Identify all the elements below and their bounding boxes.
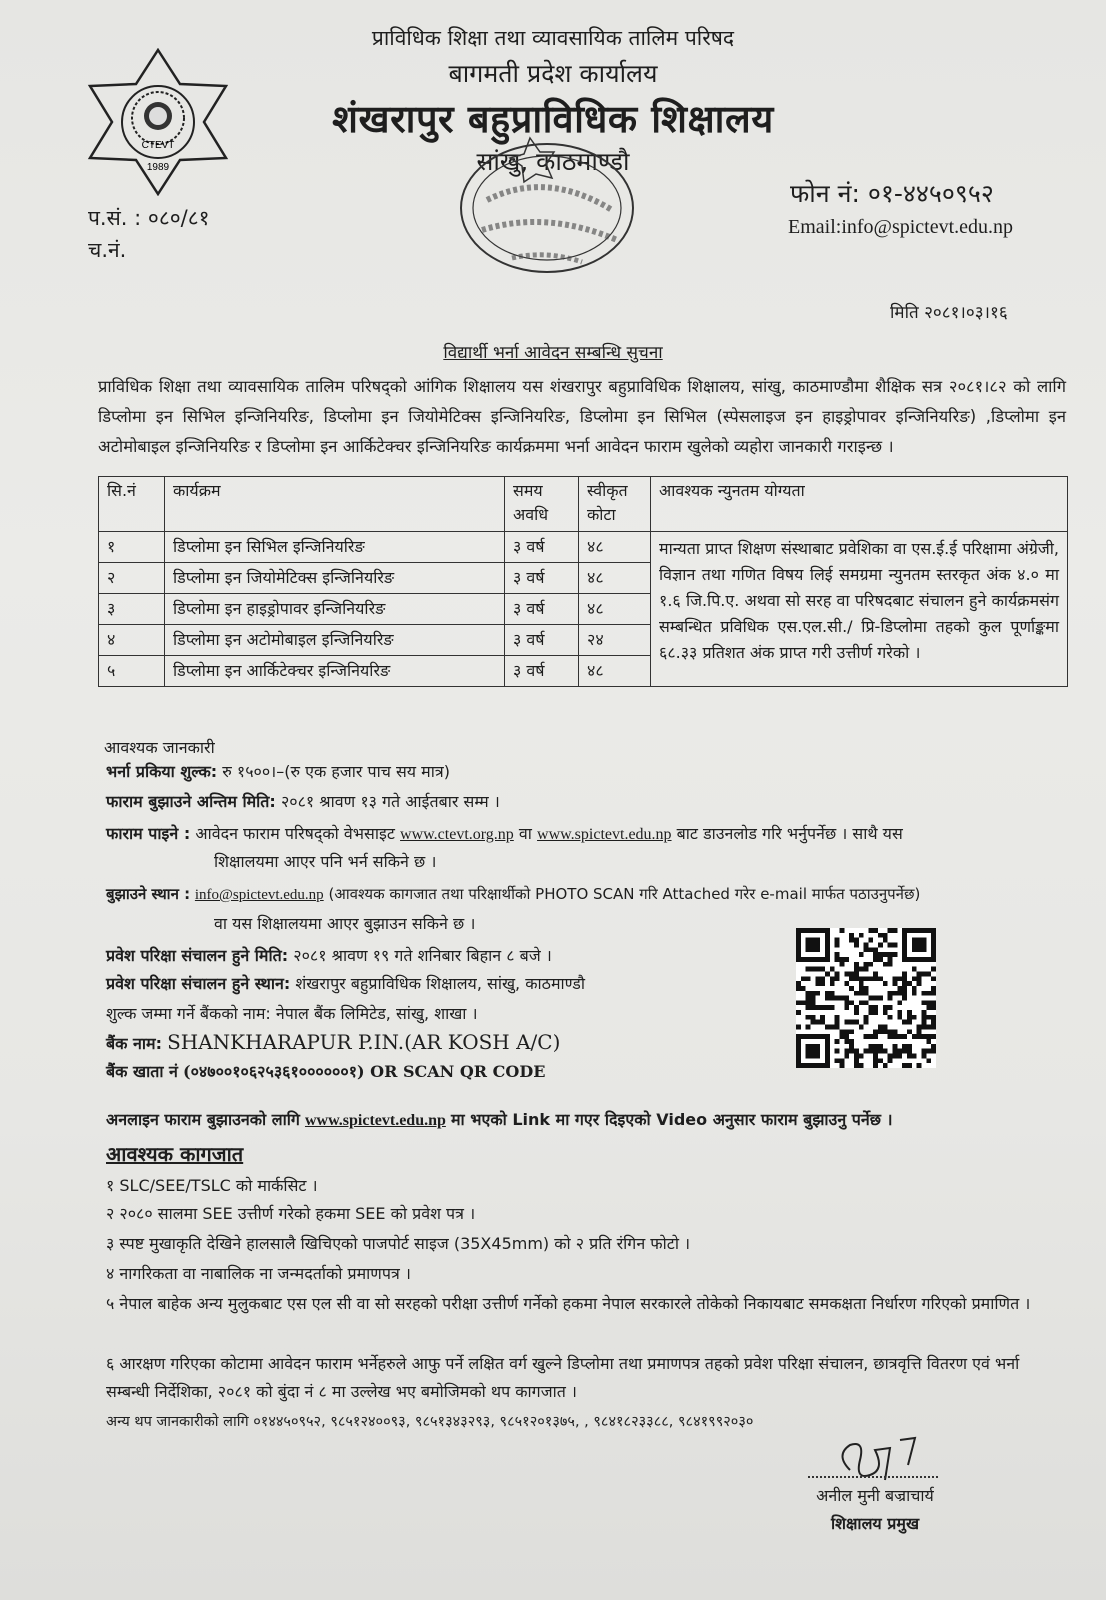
email-address: Email:info@spictevt.edu.np — [788, 216, 1014, 238]
row-duration: ३ वर्ष — [505, 532, 579, 563]
payment-qr-code[interactable] — [796, 928, 936, 1068]
deadline-line — [106, 790, 500, 812]
header-program: कार्यक्रम — [165, 477, 505, 532]
ctevt-website-link[interactable]: www.ctevt.org.np — [400, 826, 514, 843]
row-quota: ४८ — [579, 532, 651, 563]
table-row — [99, 532, 1068, 563]
notice-intro: प्राविधिक शिक्षा तथा व्यावसायिक तालिम परिषद्को आंगिक शिक्षालय यस शंखरापुर बहुप्राविधिक शिक्षालय, सांखु, काठमाण्डौमा शैक्षिक सत्र २०८१।८२ को लागि डिप्लोमा इन सिभिल इन्जिनियरिङ, डिप्लोमा इन जियोमेटिक्स इन्जिनियरिङ, डिप्लोमा इन सिभिल (स्पेसलाइज इन हाइड्रोपावर इन्जिनियरिङ) ,डिप्लोमा इन अटोमोबाइल इन्जिनियरिङ र डिप्लोमा इन आर्किटेक्चर इन्जिनियरिङ कार्यक्रममा भर्ना आवेदन फाराम खुलेको व्यहोरा जानकारी गराइन्छ । — [98, 377, 1066, 456]
form-text-b: वा — [518, 824, 532, 843]
row-program: डिप्लोमा इन आर्किटेक्चर इन्जिनियरिङ — [165, 656, 505, 687]
spictevt-website-link[interactable]: www.spictevt.edu.np — [537, 826, 672, 843]
form-text-a: आवेदन फाराम परिषद्को वेभसाइट — [195, 824, 395, 843]
council-name: प्राविधिक शिक्षा तथा व्यावसायिक तालिम परिषद — [371, 26, 735, 50]
reference-number: प.सं. : ०८०/८१ — [88, 206, 210, 230]
logo-year: 1989 — [146, 162, 170, 173]
signature-scribble — [830, 1420, 930, 1490]
form-text-d: शिक्षालयमा आएर पनि भर्न सकिने छ । — [214, 852, 437, 871]
exam-place-label: प्रवेश परिक्षा संचालन हुने स्थान: — [106, 974, 291, 993]
row-duration: ३ वर्ष — [505, 656, 579, 687]
notice-date: मिति २०८१।०३।१६ — [890, 303, 1008, 323]
logo-text: CTEVT — [141, 140, 175, 151]
header-qualification: आवश्यक न्युनतम योग्यता — [651, 477, 1068, 532]
document-item: १ SLC/SEE/TSLC को मार्कसिट । — [106, 1176, 318, 1195]
document-item: ६ आरक्षण गरिएका कोटामा आवेदन फाराम भर्नेहरुले आफु पर्ने लक्षित वर्ग खुल्ने डिप्लोमा तथा प्रमाणपत्र तहको प्रवेश परिक्षा संचालन, छात्रवृत्ति वितरण एवं भर्ना सम्बन्धी निर्देशिका, २०८१ को बुंदा नं ८ मा उल्लेख भए बमोजिमको थप कागजात । — [106, 1354, 1020, 1401]
form-text-c: बाट डाउनलोड गरि भर्नुपर्नेछ । साथै यस — [676, 824, 903, 843]
row-program: डिप्लोमा इन सिभिल इन्जिनियरिङ — [165, 532, 505, 563]
fee-value: रु १५००।–(रु एक हजार पाच सय मात्र) — [222, 762, 450, 781]
form-label: फाराम पाइने : — [106, 824, 191, 843]
info-title: आवश्यक जानकारी — [104, 738, 215, 757]
account-name-value: SHANKHARAPUR P.IN.(AR KOSH A/C) — [167, 1030, 561, 1054]
submit-line — [106, 884, 920, 904]
row-duration: ३ वर्ष — [505, 625, 579, 656]
row-duration: ३ वर्ष — [505, 594, 579, 625]
row-duration: ३ वर्ष — [505, 563, 579, 594]
header-quota: स्वीकृत कोटा — [579, 477, 651, 532]
contact-numbers: अन्य थप जानकारीको लागि ०१४४५०९५२, ९८५१२४००९३, ९८५१३४३२९३, ९८५१२०१३७५, , ९८४१८२३३८८, ९८४१९९२०३० — [106, 1414, 754, 1430]
row-quota: ४८ — [579, 594, 651, 625]
account-no-value: (०४७००१०६२५३६१००००००१) OR SCAN QR CODE — [183, 1062, 546, 1081]
exam-date-line — [106, 944, 552, 966]
document-item: २ २०८० सालमा SEE उत्तीर्ण गरेको हकमा SEE को प्रवेश पत्र । — [106, 1204, 476, 1223]
documents-title: आवश्यक कागजात — [106, 1142, 244, 1166]
institution-address: सांखु, काठमाण्डौ — [476, 147, 630, 176]
online-text-b: मा भएको Link मा गएर दिइएको Video अनुसार फाराम बुझाउनु पर्नेछ । — [450, 1110, 893, 1129]
fee-line — [106, 760, 450, 782]
signatory-name: अनील मुनी बज्राचार्य — [816, 1486, 934, 1505]
qualification-text: मान्यता प्राप्त शिक्षण संस्थाबाट प्रवेशिका वा एस.ई.ई परिक्षामा अंग्रेजी, विज्ञान तथा गणित विषय लिई समग्रमा न्युनतम स्तरकृत अंक ४.० मा १.६ जि.पि.ए. अथवा सो सरह वा परिषदबाट संचालन हुने कार्यक्रमसंग सम्बन्धित प्रविधिक एस.एल.सी./ प्रि-डिप्लोमा तहको कुल पूर्णाङ्कमा ६८.३३ प्रतिशत अंक प्राप्त गरी उत्तीर्ण गरेको । — [651, 532, 1068, 687]
row-sn: २ — [99, 563, 165, 594]
exam-date-value: २०८१ श्रावण १९ गते शनिबार बिहान ८ बजे । — [293, 946, 552, 965]
table-header-row — [99, 477, 1068, 532]
deadline-label: फाराम बुझाउने अन्तिम मिति: — [106, 792, 276, 811]
online-line — [106, 1108, 893, 1130]
online-form-link[interactable]: www.spictevt.edu.np — [304, 1112, 446, 1129]
form-line — [106, 822, 903, 844]
program-table — [98, 476, 1068, 687]
institution-name: शंखरापुर बहुप्राविधिक शिक्षालय — [332, 97, 774, 141]
account-name-line — [106, 1030, 560, 1054]
submit-email-link[interactable]: info@spictevt.edu.np — [194, 887, 324, 903]
submit-text-a: (आवश्यक कागजात तथा परिक्षार्थीको PHOTO SCAN गरि Attached गरेर e-mail मार्फत पठाउनुपर्नेछ) — [328, 885, 921, 903]
signatory-title: शिक्षालय प्रमुख — [830, 1514, 920, 1533]
signature-line — [808, 1476, 938, 1478]
exam-place-value: शंखरापुर बहुप्राविधिक शिक्षालय, सांखु, काठमाण्डौ — [295, 974, 585, 993]
exam-date-label: प्रवेश परिक्षा संचालन हुने मिति: — [106, 946, 289, 965]
row-sn: १ — [99, 532, 165, 563]
document-item: ४ नागरिकता वा नाबालिक ना जन्मदर्ताको प्रमाणपत्र । — [106, 1264, 411, 1283]
provincial-office: बागमती प्रदेश कार्यालय — [448, 59, 658, 88]
row-quota: ४८ — [579, 563, 651, 594]
document-item: ५ नेपाल बाहेक अन्य मुलुकबाट एस एल सी वा सो सरहको परीक्षा उत्तीर्ण गर्नेको हकमा नेपाल सरकारले तोकेको निकायबाट समकक्षता निर्धारण गरिएको प्रमाणित । — [106, 1294, 1031, 1313]
letter-number: च.नं. — [88, 238, 127, 262]
bank-line — [106, 1002, 478, 1024]
bank-label: शुल्क जम्मा गर्ने बैंकको नाम: — [106, 1004, 271, 1023]
header-sn: सि.नं — [99, 477, 165, 532]
online-text-a: अनलाइन फाराम बुझाउनको लागि — [106, 1110, 300, 1129]
row-program: डिप्लोमा इन हाइड्रोपावर इन्जिनियरिङ — [165, 594, 505, 625]
fee-label: भर्ना प्रकिया शुल्क: — [106, 762, 218, 781]
row-sn: ३ — [99, 594, 165, 625]
row-sn: ५ — [99, 656, 165, 687]
row-quota: २४ — [579, 625, 651, 656]
account-name-label: बैंक नाम: — [106, 1034, 162, 1053]
row-program: डिप्लोमा इन अटोमोबाइल इन्जिनियरिङ — [165, 625, 505, 656]
deadline-value: २०८१ श्रावण १३ गते आईतबार सम्म । — [280, 792, 500, 811]
row-program: डिप्लोमा इन जियोमेटिक्स इन्जिनियरिङ — [165, 563, 505, 594]
phone-number: फोन नं: ०१-४४५०९५२ — [790, 179, 994, 208]
row-quota: ४८ — [579, 656, 651, 687]
submit-text-b: वा यस शिक्षालयमा आएर बुझाउन सकिने छ । — [214, 914, 476, 933]
document-item: ३ स्पष्ट मुखाकृति देखिने हालसालै खिचिएको पाजपोर्ट साइज (35X45mm) को २ प्रति रंगिन फोटो । — [106, 1234, 691, 1253]
exam-place-line — [106, 972, 585, 994]
notice-title: विद्यार्थी भर्ना आवेदन सम्बन्धि सुचना — [443, 343, 663, 363]
account-no-line — [106, 1060, 545, 1082]
bank-value: नेपाल बैंक लिमिटेड, सांखु, शाखा । — [275, 1004, 478, 1023]
office-stamp — [452, 130, 642, 280]
submit-label: बुझाउने स्थान : — [106, 885, 191, 903]
account-no-label: बैंक खाता नं — [106, 1062, 178, 1081]
row-sn: ४ — [99, 625, 165, 656]
header-duration: समय अवधि — [505, 477, 579, 532]
